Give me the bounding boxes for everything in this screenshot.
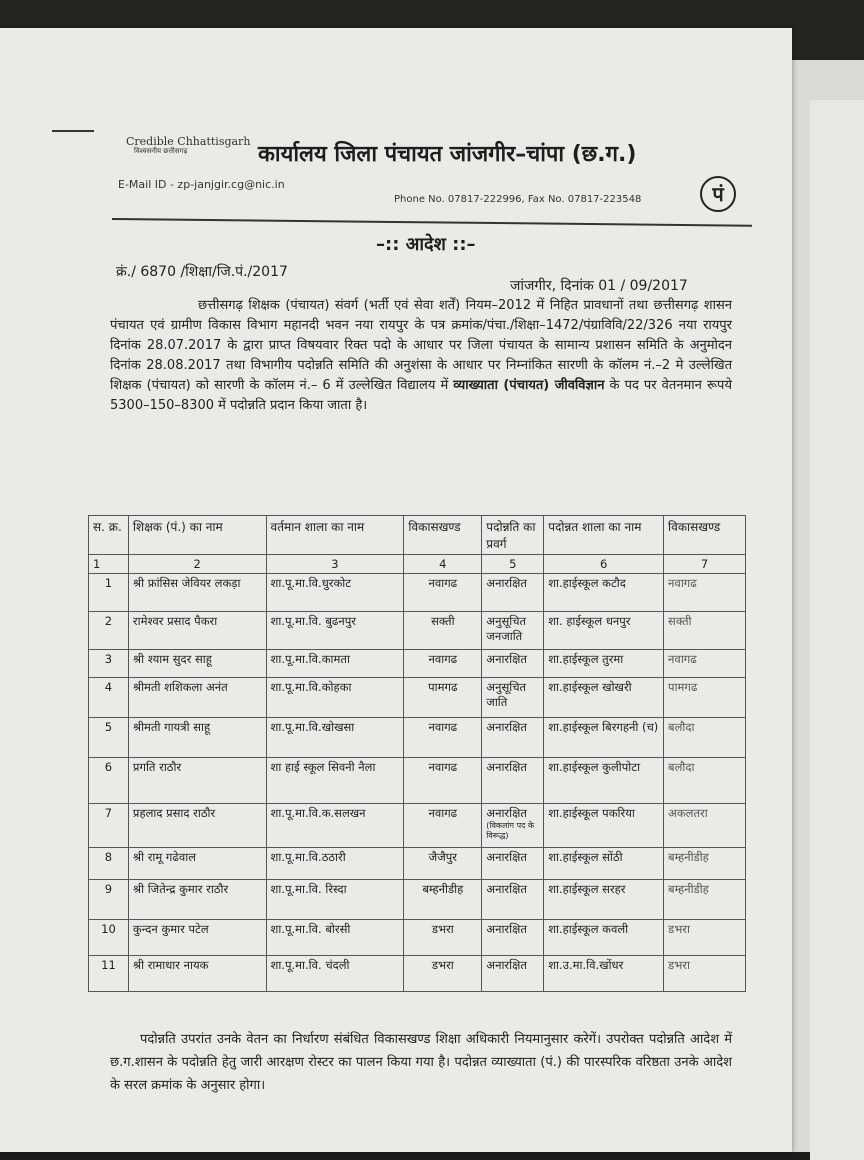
cell-teacher-name-text: श्री श्याम सुदर साहू	[132, 652, 212, 666]
cell-sn-text: 5	[104, 720, 113, 734]
cell-block-text: डभरा	[431, 922, 454, 936]
cell-new-block-text: नवागढ	[668, 652, 697, 666]
cell-sn	[89, 880, 129, 920]
cell-current-school	[266, 678, 404, 718]
cell-teacher-name	[128, 650, 266, 678]
cell-sn-text: 1	[104, 576, 113, 590]
cell-block	[404, 612, 482, 650]
cell-sn	[89, 718, 129, 758]
table-row	[89, 650, 746, 678]
adjacent-sheet-page	[810, 100, 864, 1160]
cell-category-text: अनारक्षित	[486, 958, 527, 972]
cell-category	[482, 956, 544, 992]
cell-current-school	[266, 848, 404, 880]
col-number: 5	[482, 555, 544, 574]
cell-new-block	[664, 956, 746, 992]
table-body	[89, 574, 746, 992]
cell-new-block-text: सक्ती	[668, 614, 692, 628]
cell-category-text: अनारक्षित	[486, 882, 527, 896]
cell-current-school-text: शा.पू.मा.वि.ठठारी	[270, 850, 346, 864]
cell-current-school	[266, 880, 404, 920]
cell-teacher-name	[128, 718, 266, 758]
cell-new-school	[544, 880, 664, 920]
phone-fax-line: Phone No. 07817-222996, Fax No. 07817-223548	[394, 194, 642, 205]
cell-block	[404, 956, 482, 992]
credible-chhattisgarh-logo	[126, 136, 250, 155]
table-row	[89, 956, 746, 992]
cell-new-block-text: अकलतरा	[668, 806, 708, 820]
cell-new-school-text: शा.हाईस्कूल खोखरी	[548, 680, 632, 694]
table-header-row	[89, 516, 746, 555]
cell-current-school-text: शा.पू.मा.वि.धुरकोट	[270, 576, 352, 590]
table-row	[89, 880, 746, 920]
cell-block-text: नवागढ	[428, 576, 458, 590]
cell-new-school	[544, 612, 664, 650]
cell-sn	[89, 848, 129, 880]
cell-new-block-text: बम्हनीडीह	[668, 850, 709, 864]
panchayat-emblem-icon: पं	[700, 176, 736, 212]
cell-new-block	[664, 848, 746, 880]
cell-sn-text: 11	[101, 958, 116, 972]
cell-new-school-text: शा.हाईस्कूल कुलीपोटा	[548, 760, 641, 774]
cell-sn-text: 8	[104, 850, 113, 864]
cell-current-school	[266, 612, 404, 650]
cell-teacher-name-text: रामेश्वर प्रसाद पैकरा	[132, 614, 218, 628]
cell-new-block	[664, 574, 746, 612]
cell-new-school-text: शा.हाईस्कूल कटौद	[548, 576, 626, 590]
cell-block	[404, 920, 482, 956]
table-row	[89, 804, 746, 848]
col-number: 6	[544, 555, 664, 574]
col-number: 4	[404, 555, 482, 574]
cell-category	[482, 880, 544, 920]
cell-sn-text: 7	[104, 806, 113, 820]
cell-new-school-text: शा.हाईस्कूल तुरमा	[548, 652, 624, 666]
email-line: E-Mail ID - zp-janjgir.cg@nic.in	[118, 178, 285, 191]
cell-category	[482, 804, 544, 848]
cell-new-school-text: शा.हाईस्कूल पकरिया	[548, 806, 635, 820]
cell-new-block	[664, 758, 746, 804]
cell-new-school-text: शा.हाईस्कूल कवली	[548, 922, 629, 936]
cell-new-block	[664, 612, 746, 650]
col-header-new-school: पदोन्नत शाला का नाम	[544, 516, 664, 555]
cell-category-text: अनारक्षित	[486, 850, 527, 864]
cell-category	[482, 920, 544, 956]
col-header-current-school: वर्तमान शाला का नाम	[266, 516, 404, 555]
promotion-table	[88, 515, 746, 992]
cell-block	[404, 574, 482, 612]
cell-teacher-name-text: श्री रामाधार नायक	[132, 958, 209, 972]
table-row	[89, 718, 746, 758]
cell-new-block	[664, 650, 746, 678]
table-row	[89, 574, 746, 612]
cell-block	[404, 678, 482, 718]
cell-category	[482, 758, 544, 804]
col-number: 7	[664, 555, 746, 574]
cell-new-school	[544, 804, 664, 848]
cell-new-school-text: शा.उ.मा.वि.खोंधर	[548, 958, 624, 972]
cell-current-school	[266, 718, 404, 758]
cell-block	[404, 804, 482, 848]
cell-teacher-name-text: श्रीमती शशिकला अनंत	[132, 680, 228, 694]
table-row	[89, 848, 746, 880]
cell-teacher-name-text: प्रहलाद प्रसाद राठौर	[132, 806, 216, 820]
background-adjacent-sheet	[790, 60, 864, 1152]
cell-sn	[89, 678, 129, 718]
cell-new-block-text: डभरा	[668, 922, 690, 936]
cell-current-school-text: शा.पू.मा.वि. बोरसी	[270, 922, 351, 936]
margin-mark	[52, 130, 94, 132]
cell-current-school	[266, 574, 404, 612]
cell-new-block	[664, 920, 746, 956]
cell-new-school	[544, 956, 664, 992]
cell-category	[482, 848, 544, 880]
cell-sn	[89, 758, 129, 804]
cell-new-school	[544, 848, 664, 880]
cell-block-text: नवागढ	[428, 806, 458, 820]
cell-block-text: नवागढ	[428, 652, 458, 666]
col-header-sn: स. क्र.	[89, 516, 129, 555]
cell-new-block	[664, 880, 746, 920]
cell-teacher-name-text: श्री जितेन्द्र कुमार राठौर	[132, 882, 229, 896]
cell-new-block-text: बलौदा	[668, 720, 695, 734]
cell-teacher-name-text: श्रीमती गायत्री साहू	[132, 720, 211, 734]
cell-category-text: अनारक्षित	[486, 576, 527, 590]
cell-new-block	[664, 718, 746, 758]
cell-teacher-name	[128, 678, 266, 718]
cell-current-school	[266, 920, 404, 956]
cell-new-school	[544, 678, 664, 718]
cell-sn	[89, 804, 129, 848]
cell-current-school-text: शा हाई स्कूल सिवनी नैला	[270, 760, 376, 774]
cell-current-school-text: शा.पू.मा.वि.कोहका	[270, 680, 352, 694]
intro-text-2: के पद पर वेतनमान रूपये 5300–150–8300 में पदोन्नति प्रदान किया जाता है।	[110, 378, 732, 413]
table-colnum-row	[89, 555, 746, 574]
col-header-block: विकासखण्ड	[404, 516, 482, 555]
cell-block-text: नवागढ	[428, 720, 458, 734]
cell-category-text: अनारक्षित	[486, 806, 527, 820]
cell-new-school-text: शा.हाईस्कूल बिरगहनी (च)	[548, 720, 659, 734]
cell-sn-text: 3	[104, 652, 113, 666]
order-heading: –:: आदेश ::–	[376, 234, 476, 255]
logo-line1: Credible Chhattisgarh	[126, 135, 251, 148]
cell-new-school	[544, 920, 664, 956]
cell-teacher-name	[128, 804, 266, 848]
reference-number: क्रं./ 6870 /शिक्षा/जि.पं./2017	[116, 264, 288, 280]
cell-current-school-text: शा.पू.मा.वि.कामता	[270, 652, 350, 666]
intro-text-1: छत्तीसगढ़ शिक्षक (पंचायत) संवर्ग (भर्ती एवं सेवा शर्तें) नियम–2012 में निहित प्रावधानों तथा छत्तीसगढ़ शासन पंचायत एवं ग्रामीण विकास विभाग महानदी भवन नया रायपुर के पत्र क्रमांक/पंचा./शिक्षा–1472/पंग्राविवि/22/326 नया रायपुर दिनांक 28.07.2017 के द्वारा प्राप्त विषयवार रिक्त पदो के आधार पर जिला पंचायत के सामान्य प्रशासन समिति के अनुमोदन दिनांक 28.08.2017 तथा विभागीय पदोन्नति समिति की अनुशंसा के आधार पर निम्नांकित सारणी के कॉलम नं.–2 मे उल्लेखित शिक्षक (पंचायत) को सारणी के कॉलम नं.– 6 में उल्लेखित विद्यालय में	[110, 298, 732, 393]
cell-teacher-name	[128, 920, 266, 956]
cell-current-school-text: शा.पू.मा.वि. चंदली	[270, 958, 350, 972]
cell-new-school	[544, 718, 664, 758]
cell-category-text: अनारक्षित	[486, 720, 527, 734]
table-row	[89, 758, 746, 804]
cell-category	[482, 718, 544, 758]
cell-block-text: बम्हनीडीह	[422, 882, 464, 896]
cell-current-school-text: शा.पू.मा.वि. रिस्दा	[270, 882, 347, 896]
table-row	[89, 920, 746, 956]
col-header-name: शिक्षक (पं.) का नाम	[128, 516, 266, 555]
order-date: जांजगीर, दिनांक 01 / 09/2017	[510, 278, 688, 294]
cell-category-text: अनुसूचित जनजाति	[486, 614, 527, 643]
cell-teacher-name	[128, 880, 266, 920]
cell-block-text: सक्ती	[431, 614, 455, 628]
cell-category-text: अनारक्षित	[486, 922, 527, 936]
col-header-new-block: विकासखण्ड	[664, 516, 746, 555]
cell-teacher-name	[128, 848, 266, 880]
cell-block	[404, 650, 482, 678]
cell-new-school-text: शा.हाईस्कूल सोंठी	[548, 850, 623, 864]
cell-sn	[89, 956, 129, 992]
cell-teacher-name	[128, 612, 266, 650]
intro-post-bold: व्याख्याता (पंचायत) जीवविज्ञान	[453, 378, 605, 393]
cell-current-school	[266, 956, 404, 992]
cell-category-text: अनारक्षित	[486, 760, 527, 774]
cell-teacher-name	[128, 758, 266, 804]
cell-current-school	[266, 758, 404, 804]
cell-new-school	[544, 650, 664, 678]
table-row	[89, 678, 746, 718]
cell-teacher-name-text: कुन्दन कुमार पटेल	[132, 922, 209, 936]
office-title: कार्यालय जिला पंचायत जांजगीर–चांपा (छ.ग.)	[258, 142, 637, 167]
cell-category-text: अनुसूचित जाति	[486, 680, 527, 709]
cell-teacher-name-text: प्रगति राठौर	[132, 760, 182, 774]
cell-category	[482, 612, 544, 650]
cell-new-block-text: नवागढ	[668, 576, 697, 590]
cell-block	[404, 848, 482, 880]
cell-teacher-name-text: श्री रामू गढेवाल	[132, 850, 197, 864]
cell-sn	[89, 574, 129, 612]
cell-current-school-text: शा.पू.मा.वि.क.सलखन	[270, 806, 366, 820]
cell-sn-text: 6	[104, 760, 113, 774]
cell-new-block-text: पामगढ	[668, 680, 698, 694]
closing-paragraph: पदोन्नति उपरांत उनके वेतन का निर्धारण संबंधित विकासखण्ड शिक्षा अधिकारी नियमानुसार करेगें। उपरोक्त पदोन्नति आदेश में छ.ग.शासन के पदोन्नति हेतु जारी आरक्षण रोस्टर का पालन किया गया है। पदोन्नत व्याख्याता (पं.) की पारस्परिक वरिष्ठता उनके आदेश के सरल क्रमांक के अनुसार होगा।	[110, 1032, 732, 1093]
cell-block	[404, 880, 482, 920]
col-number: 1	[89, 555, 129, 574]
cell-block	[404, 758, 482, 804]
cell-block-text: जैजैपुर	[428, 850, 457, 864]
cell-current-school-text: शा.पू.मा.वि. बुढनपुर	[270, 614, 357, 628]
col-number: 3	[266, 555, 404, 574]
cell-category	[482, 678, 544, 718]
cell-sn	[89, 650, 129, 678]
cell-sn-text: 9	[104, 882, 113, 896]
cell-block-text: डभरा	[431, 958, 454, 972]
cell-new-school-text: शा. हाईस्कूल धनपुर	[548, 614, 631, 628]
cell-new-block	[664, 804, 746, 848]
cell-new-block-text: बम्हनीडीह	[668, 882, 709, 896]
cell-current-school-text: शा.पू.मा.वि.खोखसा	[270, 720, 355, 734]
cell-sn	[89, 612, 129, 650]
cell-block	[404, 718, 482, 758]
intro-paragraph	[110, 296, 732, 416]
cell-new-school	[544, 574, 664, 612]
cell-new-block-text: डभरा	[668, 958, 690, 972]
cell-sn-text: 4	[104, 680, 113, 694]
cell-sn-text: 2	[104, 614, 113, 628]
cell-category	[482, 650, 544, 678]
cell-teacher-name	[128, 574, 266, 612]
cell-category-text: अनारक्षित	[486, 652, 527, 666]
cell-sn	[89, 920, 129, 956]
cell-block-text: नवागढ	[428, 760, 458, 774]
cell-category-note: (विकलांग पद के विरूद्ध)	[486, 821, 535, 840]
cell-current-school	[266, 650, 404, 678]
cell-new-school-text: शा.हाईस्कूल सरहर	[548, 882, 626, 896]
cell-block-text: पामगढ	[428, 680, 458, 694]
cell-new-block-text: बलौदा	[668, 760, 695, 774]
col-header-category: पदोन्नति का प्रवर्ग	[482, 516, 544, 555]
cell-teacher-name	[128, 956, 266, 992]
cell-new-school	[544, 758, 664, 804]
cell-new-block	[664, 678, 746, 718]
col-number: 2	[128, 555, 266, 574]
cell-current-school	[266, 804, 404, 848]
cell-sn-text: 10	[101, 922, 116, 936]
cell-category	[482, 574, 544, 612]
logo-line2: विश्वसनीय छत्तीसगढ़	[134, 146, 188, 155]
table-row	[89, 612, 746, 650]
cell-teacher-name-text: श्री फ्रांसिस जेवियर लकड़ा	[132, 576, 241, 590]
